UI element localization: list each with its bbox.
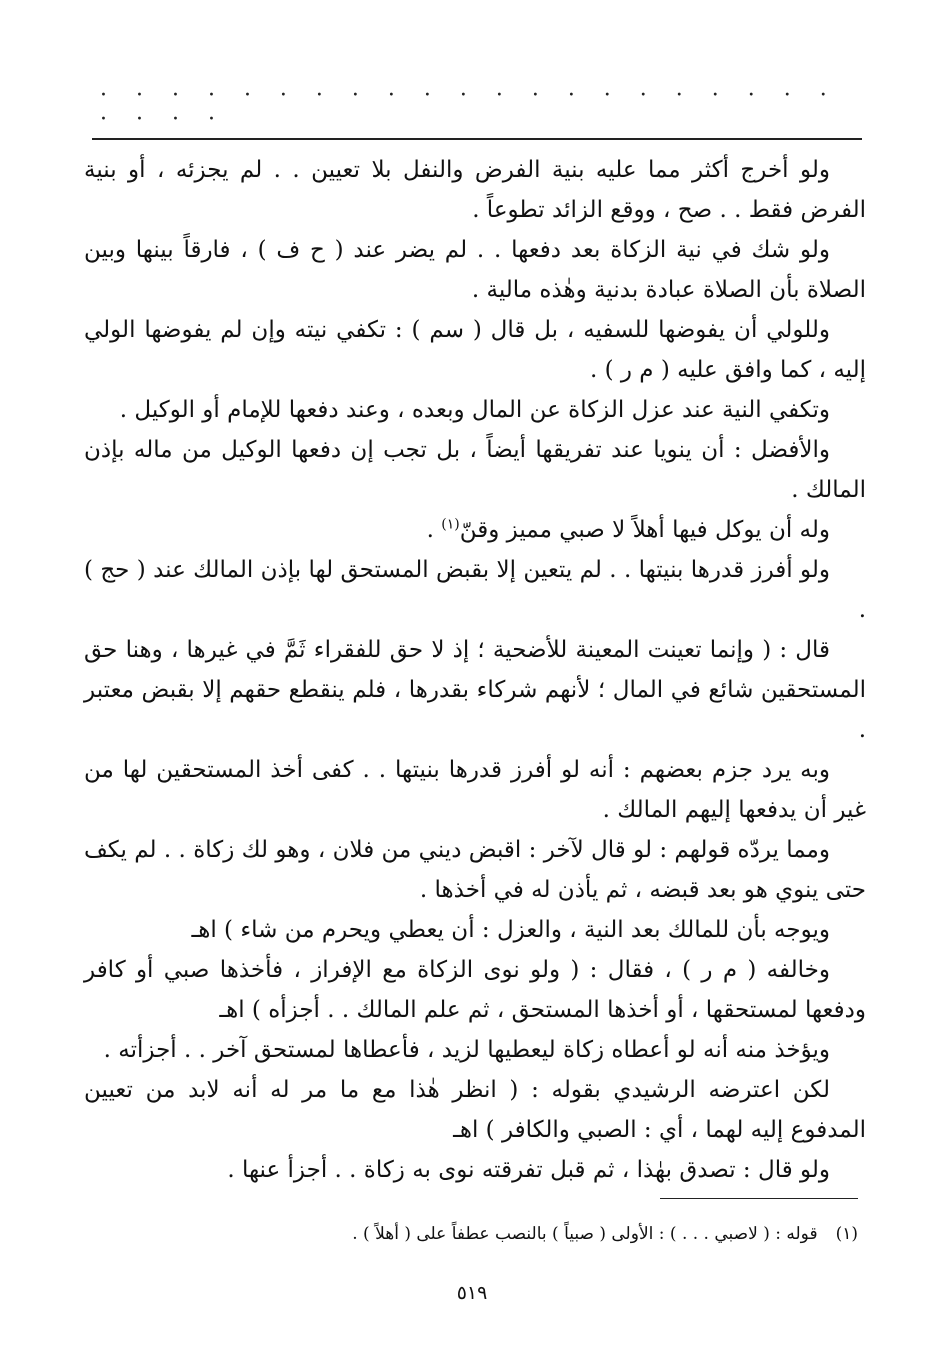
footnote-number: (١) xyxy=(835,1224,858,1244)
footnote xyxy=(84,1220,858,1248)
page-number: ٥١٩ xyxy=(456,1282,488,1304)
paragraph: وبه يرد جزم بعضهم : أنه لو أفرز قدرها بنيتها . . كفى أخذ المستحقين لها من غير أن يدفعها إليهم المالك . xyxy=(84,757,866,823)
paragraph: قال : ( وإنما تعينت المعينة للأضحية ؛ إذ لا حق للفقراء ثَمَّ في غيرها ، وهنا حق المستحقين شائع في المال ؛ لأنهم شركاء بقدرها ، فلم ينقطع حقهم إلا بقبض معتبر . xyxy=(84,637,866,743)
paragraph: ولو أخرج أكثر مما عليه بنية الفرض والنفل بلا تعيين . . لم يجزئه ، أو بنية الفرض فقط . . صح ، ووقع الزائد تطوعاً . xyxy=(84,157,866,223)
header-dotted-line: · · · · · · · · · · · · · · · · · · · · · · · · · xyxy=(100,83,838,132)
footnote-reference[interactable]: (١) xyxy=(441,516,460,533)
footnote-separator xyxy=(660,1198,858,1199)
paragraph: وللولي أن يفوضها للسفيه ، بل قال ( سم ) : تكفي نيته وإن لم يفوضها الولي إليه ، كما وافق عليه ( م ر ) . xyxy=(84,317,866,383)
paragraph-text: وله أن يوكل فيها أهلاً لا صبي مميز وقنّ xyxy=(459,517,830,543)
paragraph: وخالفه ( م ر ) ، فقال : ( ولو نوى الزكاة مع الإفراز ، فأخذها صبي أو كافر ودفعها لمستحقها ، أو أخذها المستحق ، ثم علم المالك . . أجزأه ) اهـ xyxy=(84,957,866,1023)
paragraph: ولو قال : تصدق بهٰذا ، ثم قبل تفرقته نوى به زكاة . . أجزأ عنها . xyxy=(227,1157,830,1183)
paragraph: لكن اعترضه الرشيدي بقوله : ( انظر هٰذا مع ما مر له أنه لابد من تعيين المدفوع إليه لهما ، أي : الصبي والكافر ) اهـ xyxy=(84,1077,866,1143)
footnote-text: قوله : ( لاصبي . . . ) : الأولى ( صبياً ) بالنصب عطفاً على ( أهلاً ) . xyxy=(352,1224,818,1244)
paragraph: وتكفي النية عند عزل الزكاة عن المال وبعده ، وعند دفعها للإمام أو الوكيل . xyxy=(119,397,830,423)
header-rule xyxy=(92,138,862,140)
paragraph: ويؤخذ منه أنه لو أعطاه زكاة ليعطيها لزيد ، فأعطاها لمستحق آخر . . أجزأته . xyxy=(103,1037,830,1063)
paragraph: والأفضل : أن ينويا عند تفريقها أيضاً ، بل تجب إن دفعها الوكيل من ماله بإذن المالك . xyxy=(84,437,866,503)
paragraph-with-footnote: وله أن يوكل فيها أهلاً لا صبي مميز وقنّ$^{(١)}$ . xyxy=(426,516,830,543)
paragraph: ولو أفرز قدرها بنيتها . . لم يتعين إلا بقبض المستحق لها بإذن المالك عند ( حج ) . xyxy=(84,557,866,623)
paragraph: ولو شك في نية الزكاة بعد دفعها . . لم يضر عند ( ح ف ) ، فارقاً بينها وبين الصلاة بأن الصلاة عبادة بدنية وهٰذه مالية . xyxy=(84,237,866,303)
paragraph: ومما يردّه قولهم : لو قال لآخر : اقبض ديني من فلان ، وهو لك زكاة . . لم يكف حتى ينوي هو بعد قبضه ، ثم يأذن له في أخذها . xyxy=(84,837,866,903)
paragraph: ويوجه بأن للمالك بعد النية ، والعزل : أن يعطي ويحرم من شاء ) اهـ xyxy=(191,917,830,943)
main-text xyxy=(84,150,866,1190)
